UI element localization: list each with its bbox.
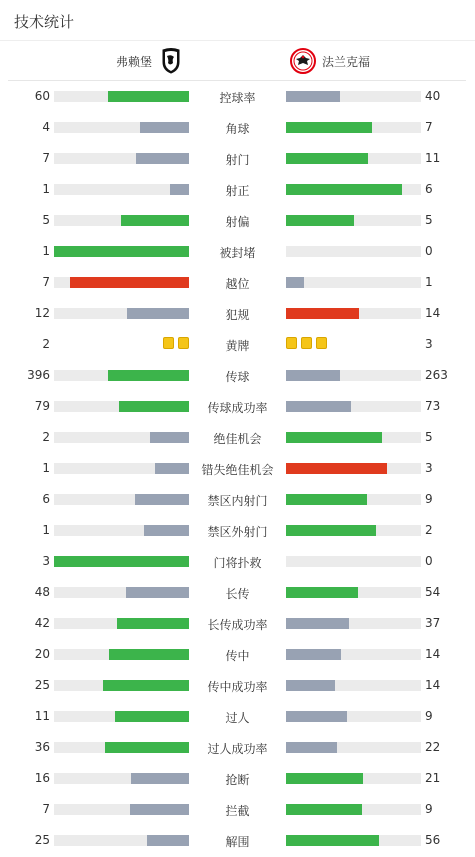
home-stat-value: 12 xyxy=(34,306,50,320)
stat-row xyxy=(0,268,475,299)
home-stat-bar-fill xyxy=(103,680,189,691)
home-stat-bar-fill xyxy=(70,277,189,288)
stat-row xyxy=(0,330,475,361)
home-stat-bar xyxy=(54,370,189,381)
home-stat-bar xyxy=(54,277,189,288)
away-stat-value: 0 xyxy=(425,554,433,568)
away-stat-bar-fill xyxy=(286,153,368,164)
away-stat-bar-fill xyxy=(286,804,362,815)
home-stat-bar-fill xyxy=(130,804,189,815)
home-stat-value: 1 xyxy=(42,523,50,537)
away-stat-bar-fill xyxy=(286,649,341,660)
stat-row xyxy=(0,671,475,702)
away-stat-bar-fill xyxy=(286,742,337,753)
away-stat-bar xyxy=(286,401,421,412)
home-stat-bar-fill xyxy=(108,91,189,102)
home-stat-bar-fill xyxy=(144,525,189,536)
away-stat-value: 14 xyxy=(425,678,441,692)
stat-row xyxy=(0,826,475,857)
yellow-card-icon xyxy=(301,337,312,349)
away-stat-bar xyxy=(286,556,421,567)
home-stat-bar xyxy=(54,618,189,629)
home-stat-bar xyxy=(54,494,189,505)
home-stat-value: 1 xyxy=(42,244,50,258)
home-stat-bar xyxy=(54,649,189,660)
away-stat-value: 37 xyxy=(425,616,441,630)
home-stat-bar xyxy=(54,432,189,443)
home-stat-value: 25 xyxy=(34,833,50,847)
home-stat-bar xyxy=(54,835,189,846)
home-stat-bar xyxy=(54,463,189,474)
stat-row xyxy=(0,144,475,175)
away-stat-bar xyxy=(286,773,421,784)
away-stat-bar-fill xyxy=(286,680,335,691)
home-stat-bar xyxy=(54,401,189,412)
home-stat-bar-fill xyxy=(115,711,189,722)
home-stat-value: 11 xyxy=(34,709,50,723)
home-stat-value: 7 xyxy=(42,151,50,165)
stat-row xyxy=(0,795,475,826)
home-stat-value: 7 xyxy=(42,802,50,816)
page-title: 技术统计 xyxy=(14,13,75,31)
stat-label: 传中成功率 xyxy=(207,680,268,694)
home-stat-bar xyxy=(54,525,189,536)
away-stat-bar-fill xyxy=(286,525,376,536)
home-stat-value: 79 xyxy=(34,399,50,413)
home-stat-bar-fill xyxy=(170,184,189,195)
stat-row xyxy=(0,702,475,733)
home-stat-value: 1 xyxy=(42,461,50,475)
stat-label: 过人成功率 xyxy=(207,742,268,756)
home-stat-value: 42 xyxy=(34,616,50,630)
away-stat-bar-fill xyxy=(286,308,359,319)
stat-row xyxy=(0,516,475,547)
home-stat-bar-fill xyxy=(147,835,189,846)
home-stat-bar-fill xyxy=(131,773,189,784)
away-stat-bar xyxy=(286,494,421,505)
home-stat-value: 16 xyxy=(34,771,50,785)
stat-label: 被封堵 xyxy=(219,246,256,260)
home-yellow-cards xyxy=(163,337,189,350)
home-stat-bar-fill xyxy=(54,246,189,257)
stat-label: 绝佳机会 xyxy=(213,432,262,446)
away-stat-value: 54 xyxy=(425,585,441,599)
away-stat-bar xyxy=(286,153,421,164)
home-stat-bar xyxy=(54,587,189,598)
home-stat-bar xyxy=(54,91,189,102)
home-team[interactable] xyxy=(116,48,180,74)
yellow-card-icon xyxy=(163,337,174,349)
away-stat-value: 11 xyxy=(425,151,441,165)
away-stat-bar xyxy=(286,308,421,319)
stat-label: 越位 xyxy=(225,277,250,291)
home-stat-bar-fill xyxy=(155,463,189,474)
away-stat-bar xyxy=(286,184,421,195)
home-team-name: 弗赖堡 xyxy=(115,54,152,69)
away-stat-bar xyxy=(286,277,421,288)
home-stat-bar-fill xyxy=(108,370,189,381)
away-stat-bar xyxy=(286,804,421,815)
away-stat-value: 3 xyxy=(425,461,433,475)
header xyxy=(0,0,475,41)
stat-label: 传球 xyxy=(225,370,250,384)
away-stat-bar-fill xyxy=(286,122,372,133)
stat-label: 控球率 xyxy=(219,91,256,105)
away-stat-value: 5 xyxy=(425,213,433,227)
home-stat-bar xyxy=(54,246,189,257)
stat-label: 黄牌 xyxy=(225,339,250,353)
home-stat-bar-fill xyxy=(140,122,189,133)
teams-header xyxy=(8,42,466,81)
away-stat-value: 9 xyxy=(425,492,433,506)
stat-row xyxy=(0,392,475,423)
home-stat-bar-fill xyxy=(117,618,189,629)
away-stat-bar-fill xyxy=(286,215,354,226)
away-stat-bar xyxy=(286,122,421,133)
home-stat-bar xyxy=(54,804,189,815)
away-stat-bar-fill xyxy=(286,711,347,722)
away-stat-value: 14 xyxy=(425,306,441,320)
stat-row xyxy=(0,206,475,237)
away-stat-value: 9 xyxy=(425,709,433,723)
home-stat-bar-fill xyxy=(127,308,189,319)
home-stat-value: 36 xyxy=(34,740,50,754)
away-stat-value: 40 xyxy=(425,89,441,103)
away-stat-value: 56 xyxy=(425,833,441,847)
away-stat-value: 5 xyxy=(425,430,433,444)
stats-list xyxy=(0,82,475,857)
away-team-name: 法兰克福 xyxy=(322,54,371,69)
stat-label: 拦截 xyxy=(225,804,250,818)
eintracht-frankfurt-eagle-icon xyxy=(290,48,316,74)
home-stat-bar xyxy=(54,122,189,133)
away-stat-bar-fill xyxy=(286,91,340,102)
stat-label: 长传成功率 xyxy=(207,618,268,632)
stat-label: 长传 xyxy=(225,587,250,601)
stat-label: 抢断 xyxy=(225,773,250,787)
away-stat-bar xyxy=(286,463,421,474)
stat-label: 禁区内射门 xyxy=(207,494,268,508)
away-stat-value: 0 xyxy=(425,244,433,258)
stat-row xyxy=(0,609,475,640)
stat-row xyxy=(0,733,475,764)
away-stat-bar xyxy=(286,649,421,660)
away-stat-bar-fill xyxy=(286,277,304,288)
stat-row xyxy=(0,423,475,454)
away-stat-bar-fill xyxy=(286,587,358,598)
stat-row xyxy=(0,578,475,609)
home-stat-bar xyxy=(54,556,189,567)
stat-row xyxy=(0,361,475,392)
away-stat-bar-fill xyxy=(286,618,349,629)
freiburg-crest-icon xyxy=(162,48,180,74)
home-stat-bar xyxy=(54,680,189,691)
home-stat-bar-fill xyxy=(105,742,189,753)
away-stat-bar-fill xyxy=(286,401,351,412)
home-stat-value: 5 xyxy=(42,213,50,227)
home-stat-value: 6 xyxy=(42,492,50,506)
away-stat-value: 263 xyxy=(425,368,448,382)
away-stat-value: 3 xyxy=(425,337,433,351)
away-stat-bar xyxy=(286,370,421,381)
stat-label: 射偏 xyxy=(225,215,250,229)
away-stat-bar xyxy=(286,711,421,722)
stat-row xyxy=(0,764,475,795)
away-stat-bar-fill xyxy=(286,432,382,443)
stat-label: 传中 xyxy=(225,649,250,663)
home-stat-bar-fill xyxy=(109,649,189,660)
home-stat-bar-fill xyxy=(54,556,189,567)
away-stat-value: 21 xyxy=(425,771,441,785)
away-stat-value: 6 xyxy=(425,182,433,196)
stat-label: 错失绝佳机会 xyxy=(201,463,274,477)
home-stat-bar xyxy=(54,308,189,319)
away-stat-bar xyxy=(286,91,421,102)
home-stat-value: 48 xyxy=(34,585,50,599)
home-stat-value: 396 xyxy=(27,368,50,382)
stat-row xyxy=(0,82,475,113)
home-stat-value: 4 xyxy=(42,120,50,134)
away-stat-value: 14 xyxy=(425,647,441,661)
home-stat-bar-fill xyxy=(150,432,189,443)
home-stat-bar xyxy=(54,215,189,226)
away-stat-bar-fill xyxy=(286,835,379,846)
away-stat-bar xyxy=(286,246,421,257)
home-stat-bar xyxy=(54,711,189,722)
stat-row xyxy=(0,547,475,578)
away-stat-bar-fill xyxy=(286,184,402,195)
stat-label: 解围 xyxy=(225,835,250,849)
away-stat-bar xyxy=(286,742,421,753)
away-stat-value: 9 xyxy=(425,802,433,816)
home-stat-bar xyxy=(54,153,189,164)
stat-row xyxy=(0,454,475,485)
home-stat-value: 60 xyxy=(34,89,50,103)
away-team[interactable] xyxy=(290,48,370,74)
home-stat-value: 2 xyxy=(42,337,50,351)
yellow-card-icon xyxy=(178,337,189,349)
stat-label: 射正 xyxy=(225,184,250,198)
away-stat-bar-fill xyxy=(286,370,340,381)
away-stat-bar-fill xyxy=(286,773,363,784)
stat-row xyxy=(0,485,475,516)
away-stat-bar-fill xyxy=(286,463,387,474)
yellow-card-icon xyxy=(316,337,327,349)
away-stat-bar xyxy=(286,680,421,691)
away-stat-bar-fill xyxy=(286,494,367,505)
home-stat-bar-fill xyxy=(126,587,189,598)
stat-label: 犯规 xyxy=(225,308,250,322)
home-stat-bar-fill xyxy=(121,215,189,226)
stat-label: 传球成功率 xyxy=(207,401,268,415)
stat-label: 角球 xyxy=(225,122,250,136)
stat-row xyxy=(0,175,475,206)
away-stat-bar xyxy=(286,587,421,598)
home-stat-bar xyxy=(54,773,189,784)
away-stat-bar xyxy=(286,432,421,443)
stat-label: 过人 xyxy=(225,711,250,725)
away-stat-value: 1 xyxy=(425,275,433,289)
home-stat-value: 20 xyxy=(34,647,50,661)
home-stat-value: 7 xyxy=(42,275,50,289)
away-yellow-cards xyxy=(286,337,327,350)
stat-label: 门将扑救 xyxy=(213,556,262,570)
stat-row xyxy=(0,113,475,144)
home-stat-bar xyxy=(54,184,189,195)
away-stat-bar xyxy=(286,835,421,846)
yellow-card-icon xyxy=(286,337,297,349)
away-stat-bar xyxy=(286,618,421,629)
away-stat-value: 7 xyxy=(425,120,433,134)
home-stat-value: 25 xyxy=(34,678,50,692)
away-stat-value: 73 xyxy=(425,399,441,413)
away-stat-bar xyxy=(286,215,421,226)
stat-row xyxy=(0,237,475,268)
away-stat-value: 22 xyxy=(425,740,441,754)
stat-row xyxy=(0,640,475,671)
away-stat-bar xyxy=(286,525,421,536)
home-stat-bar-fill xyxy=(136,153,189,164)
home-stat-bar xyxy=(54,742,189,753)
stat-label: 射门 xyxy=(225,153,250,167)
home-stat-bar-fill xyxy=(135,494,189,505)
home-stat-value: 1 xyxy=(42,182,50,196)
home-stat-value: 2 xyxy=(42,430,50,444)
away-stat-value: 2 xyxy=(425,523,433,537)
stat-label: 禁区外射门 xyxy=(207,525,268,539)
home-stat-value: 3 xyxy=(42,554,50,568)
stat-row xyxy=(0,299,475,330)
home-stat-bar-fill xyxy=(119,401,189,412)
